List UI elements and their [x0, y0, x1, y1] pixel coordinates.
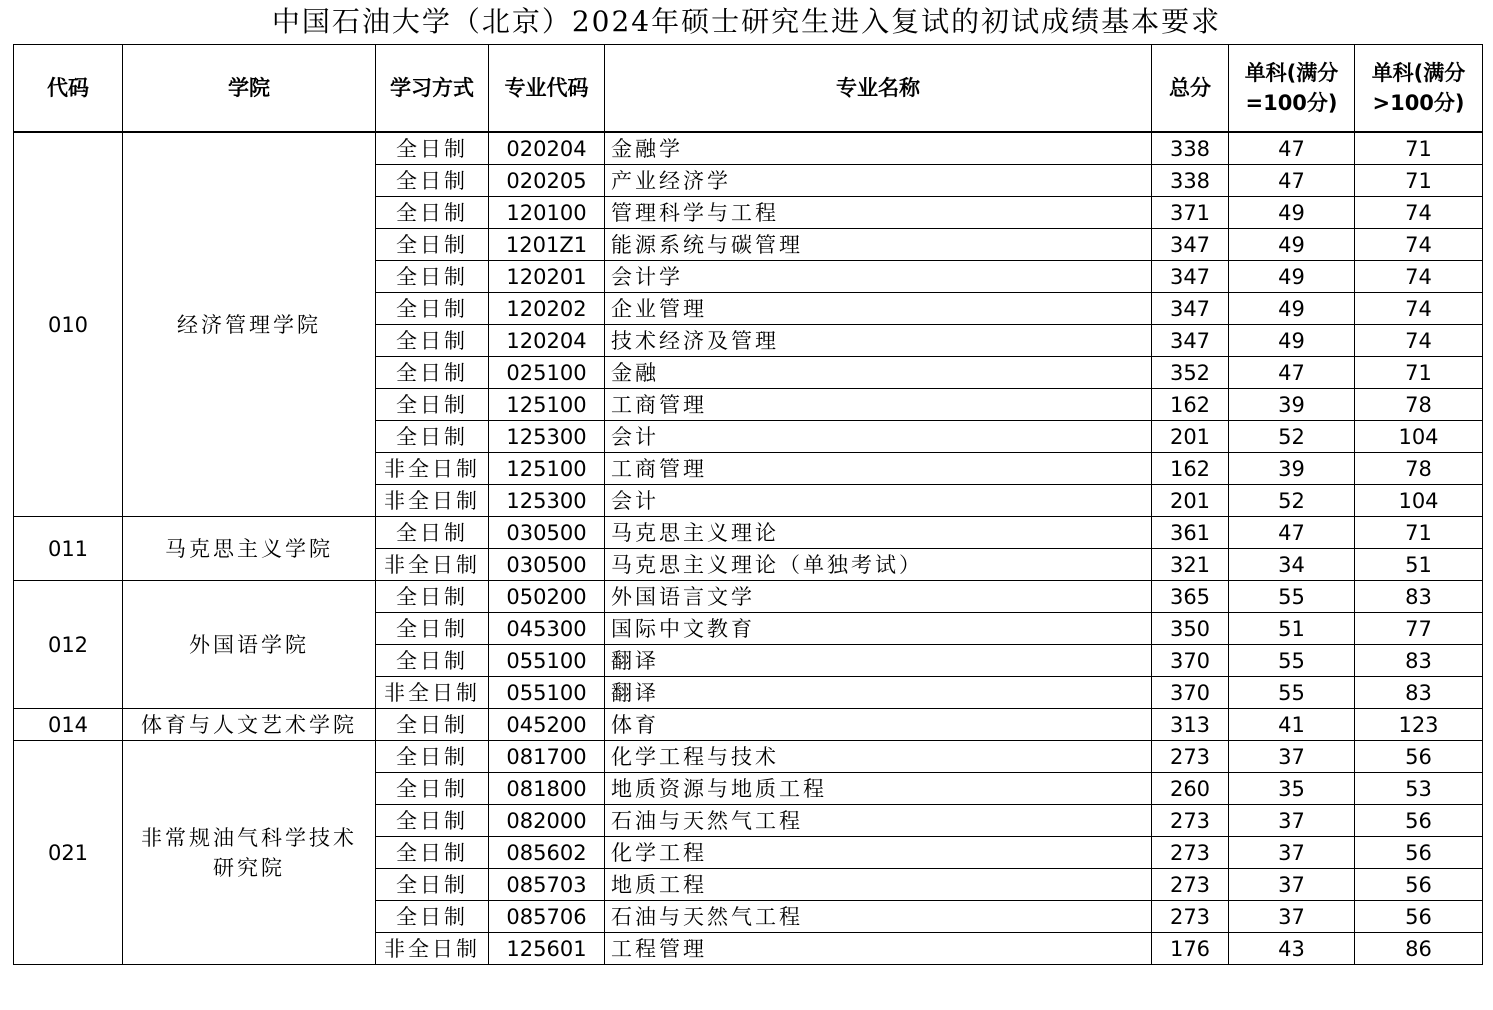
score-table	[13, 44, 1483, 965]
single-over-100-score-cell: 123	[1355, 709, 1483, 741]
total-score-cell: 365	[1152, 581, 1229, 613]
major-name-cell: 产业经济学	[605, 165, 1152, 197]
major-name-cell: 马克思主义理论（单独考试）	[605, 549, 1152, 581]
table-body	[14, 132, 1483, 965]
study-mode-cell: 全日制	[376, 293, 489, 325]
single-over-100-score-cell: 56	[1355, 805, 1483, 837]
single-over-100-score-cell: 78	[1355, 389, 1483, 421]
single-over-100-score-cell: 77	[1355, 613, 1483, 645]
single-100-score-cell: 52	[1229, 421, 1355, 453]
study-mode-cell: 全日制	[376, 229, 489, 261]
study-mode-cell: 全日制	[376, 517, 489, 549]
header-major-name: 专业名称	[605, 45, 1152, 133]
major-code-cell: 120204	[489, 325, 605, 357]
study-mode-cell: 全日制	[376, 132, 489, 165]
single-over-100-score-cell: 56	[1355, 741, 1483, 773]
major-name-cell: 翻译	[605, 645, 1152, 677]
total-score-cell: 347	[1152, 229, 1229, 261]
college-code-cell: 012	[14, 581, 123, 709]
total-score-cell: 273	[1152, 741, 1229, 773]
total-score-cell: 313	[1152, 709, 1229, 741]
single-100-score-cell: 43	[1229, 933, 1355, 965]
table-row	[14, 517, 1483, 549]
major-name-cell: 国际中文教育	[605, 613, 1152, 645]
major-code-cell: 120202	[489, 293, 605, 325]
page-title: 中国石油大学（北京）2024年硕士研究生进入复试的初试成绩基本要求	[271, 5, 1222, 38]
major-name-cell: 工商管理	[605, 453, 1152, 485]
major-code-cell: 085706	[489, 901, 605, 933]
total-score-cell: 347	[1152, 261, 1229, 293]
header-college: 学院	[123, 45, 376, 133]
major-name-cell: 技术经济及管理	[605, 325, 1152, 357]
major-name-cell: 会计	[605, 485, 1152, 517]
single-over-100-score-cell: 56	[1355, 901, 1483, 933]
study-mode-cell: 全日制	[376, 325, 489, 357]
total-score-cell: 338	[1152, 132, 1229, 165]
single-100-score-cell: 37	[1229, 869, 1355, 901]
major-code-cell: 125100	[489, 453, 605, 485]
single-100-score-cell: 47	[1229, 357, 1355, 389]
single-over-100-score-cell: 86	[1355, 933, 1483, 965]
single-over-100-score-cell: 71	[1355, 357, 1483, 389]
total-score-cell: 162	[1152, 389, 1229, 421]
total-score-cell: 361	[1152, 517, 1229, 549]
study-mode-cell: 非全日制	[376, 485, 489, 517]
single-over-100-score-cell: 56	[1355, 869, 1483, 901]
header-single-over-100: 单科(满分>100分)	[1355, 45, 1483, 133]
single-100-score-cell: 49	[1229, 229, 1355, 261]
table-row	[14, 132, 1483, 165]
single-over-100-score-cell: 71	[1355, 165, 1483, 197]
study-mode-cell: 全日制	[376, 773, 489, 805]
study-mode-cell: 全日制	[376, 581, 489, 613]
major-code-cell: 081700	[489, 741, 605, 773]
single-100-score-cell: 52	[1229, 485, 1355, 517]
study-mode-cell: 全日制	[376, 389, 489, 421]
college-name-cell: 非常规油气科学技术研究院	[123, 741, 376, 965]
major-code-cell: 1201Z1	[489, 229, 605, 261]
single-over-100-score-cell: 74	[1355, 261, 1483, 293]
major-name-cell: 管理科学与工程	[605, 197, 1152, 229]
single-over-100-score-cell: 83	[1355, 581, 1483, 613]
major-name-cell: 体育	[605, 709, 1152, 741]
total-score-cell: 273	[1152, 805, 1229, 837]
single-100-score-cell: 49	[1229, 325, 1355, 357]
major-name-cell: 翻译	[605, 677, 1152, 709]
study-mode-cell: 全日制	[376, 613, 489, 645]
single-100-score-cell: 41	[1229, 709, 1355, 741]
study-mode-cell: 全日制	[376, 837, 489, 869]
single-over-100-score-cell: 74	[1355, 325, 1483, 357]
single-over-100-score-cell: 53	[1355, 773, 1483, 805]
major-code-cell: 055100	[489, 677, 605, 709]
college-code-cell: 010	[14, 132, 123, 517]
single-100-score-cell: 47	[1229, 517, 1355, 549]
total-score-cell: 273	[1152, 901, 1229, 933]
major-code-cell: 030500	[489, 549, 605, 581]
study-mode-cell: 全日制	[376, 421, 489, 453]
total-score-cell: 371	[1152, 197, 1229, 229]
study-mode-cell: 全日制	[376, 901, 489, 933]
total-score-cell: 350	[1152, 613, 1229, 645]
total-score-cell: 273	[1152, 837, 1229, 869]
single-100-score-cell: 34	[1229, 549, 1355, 581]
single-over-100-score-cell: 83	[1355, 645, 1483, 677]
major-name-cell: 地质资源与地质工程	[605, 773, 1152, 805]
major-code-cell: 125300	[489, 485, 605, 517]
major-name-cell: 工程管理	[605, 933, 1152, 965]
study-mode-cell: 全日制	[376, 869, 489, 901]
major-code-cell: 085703	[489, 869, 605, 901]
study-mode-cell: 全日制	[376, 165, 489, 197]
single-100-score-cell: 37	[1229, 741, 1355, 773]
table-header	[14, 45, 1483, 133]
study-mode-cell: 全日制	[376, 741, 489, 773]
college-name-cell: 外国语学院	[123, 581, 376, 709]
single-100-score-cell: 37	[1229, 901, 1355, 933]
major-name-cell: 会计学	[605, 261, 1152, 293]
major-code-cell: 055100	[489, 645, 605, 677]
study-mode-cell: 非全日制	[376, 933, 489, 965]
study-mode-cell: 全日制	[376, 709, 489, 741]
table-row	[14, 709, 1483, 741]
study-mode-cell: 全日制	[376, 261, 489, 293]
single-over-100-score-cell: 83	[1355, 677, 1483, 709]
table-row	[14, 581, 1483, 613]
single-100-score-cell: 49	[1229, 293, 1355, 325]
college-name-cell: 经济管理学院	[123, 132, 376, 517]
college-name-cell: 马克思主义学院	[123, 517, 376, 581]
major-name-cell: 马克思主义理论	[605, 517, 1152, 549]
major-code-cell: 081800	[489, 773, 605, 805]
total-score-cell: 201	[1152, 485, 1229, 517]
major-name-cell: 能源系统与碳管理	[605, 229, 1152, 261]
major-name-cell: 金融学	[605, 132, 1152, 165]
major-code-cell: 050200	[489, 581, 605, 613]
total-score-cell: 370	[1152, 645, 1229, 677]
total-score-cell: 352	[1152, 357, 1229, 389]
study-mode-cell: 全日制	[376, 197, 489, 229]
major-name-cell: 石油与天然气工程	[605, 805, 1152, 837]
major-code-cell: 120100	[489, 197, 605, 229]
header-major-code: 专业代码	[489, 45, 605, 133]
single-over-100-score-cell: 104	[1355, 485, 1483, 517]
single-100-score-cell: 51	[1229, 613, 1355, 645]
major-name-cell: 会计	[605, 421, 1152, 453]
major-code-cell: 125601	[489, 933, 605, 965]
major-code-cell: 082000	[489, 805, 605, 837]
table-row	[14, 741, 1483, 773]
major-name-cell: 化学工程	[605, 837, 1152, 869]
single-over-100-score-cell: 74	[1355, 293, 1483, 325]
major-code-cell: 025100	[489, 357, 605, 389]
total-score-cell: 347	[1152, 325, 1229, 357]
single-over-100-score-cell: 71	[1355, 517, 1483, 549]
total-score-cell: 260	[1152, 773, 1229, 805]
single-100-score-cell: 55	[1229, 677, 1355, 709]
major-code-cell: 020205	[489, 165, 605, 197]
total-score-cell: 273	[1152, 869, 1229, 901]
major-code-cell: 120201	[489, 261, 605, 293]
major-code-cell: 125100	[489, 389, 605, 421]
single-over-100-score-cell: 104	[1355, 421, 1483, 453]
total-score-cell: 176	[1152, 933, 1229, 965]
header-single-100: 单科(满分=100分)	[1229, 45, 1355, 133]
major-name-cell: 石油与天然气工程	[605, 901, 1152, 933]
single-100-score-cell: 49	[1229, 197, 1355, 229]
study-mode-cell: 非全日制	[376, 677, 489, 709]
total-score-cell: 162	[1152, 453, 1229, 485]
total-score-cell: 321	[1152, 549, 1229, 581]
major-name-cell: 地质工程	[605, 869, 1152, 901]
single-over-100-score-cell: 71	[1355, 132, 1483, 165]
single-100-score-cell: 35	[1229, 773, 1355, 805]
college-code-cell: 021	[14, 741, 123, 965]
single-over-100-score-cell: 51	[1355, 549, 1483, 581]
single-100-score-cell: 47	[1229, 165, 1355, 197]
major-code-cell: 045300	[489, 613, 605, 645]
major-code-cell: 020204	[489, 132, 605, 165]
major-name-cell: 金融	[605, 357, 1152, 389]
single-100-score-cell: 39	[1229, 389, 1355, 421]
major-code-cell: 085602	[489, 837, 605, 869]
single-over-100-score-cell: 74	[1355, 197, 1483, 229]
college-code-cell: 011	[14, 517, 123, 581]
major-code-cell: 125300	[489, 421, 605, 453]
major-name-cell: 企业管理	[605, 293, 1152, 325]
major-code-cell: 030500	[489, 517, 605, 549]
single-100-score-cell: 47	[1229, 132, 1355, 165]
total-score-cell: 201	[1152, 421, 1229, 453]
total-score-cell: 347	[1152, 293, 1229, 325]
header-code: 代码	[14, 45, 123, 133]
single-over-100-score-cell: 56	[1355, 837, 1483, 869]
study-mode-cell: 非全日制	[376, 453, 489, 485]
single-100-score-cell: 39	[1229, 453, 1355, 485]
study-mode-cell: 非全日制	[376, 549, 489, 581]
single-100-score-cell: 49	[1229, 261, 1355, 293]
major-name-cell: 工商管理	[605, 389, 1152, 421]
college-name-cell: 体育与人文艺术学院	[123, 709, 376, 741]
study-mode-cell: 全日制	[376, 357, 489, 389]
single-100-score-cell: 55	[1229, 581, 1355, 613]
single-100-score-cell: 37	[1229, 837, 1355, 869]
major-name-cell: 化学工程与技术	[605, 741, 1152, 773]
total-score-cell: 370	[1152, 677, 1229, 709]
header-total: 总分	[1152, 45, 1229, 133]
major-name-cell: 外国语言文学	[605, 581, 1152, 613]
single-100-score-cell: 37	[1229, 805, 1355, 837]
single-over-100-score-cell: 74	[1355, 229, 1483, 261]
single-100-score-cell: 55	[1229, 645, 1355, 677]
single-over-100-score-cell: 78	[1355, 453, 1483, 485]
major-code-cell: 045200	[489, 709, 605, 741]
college-code-cell: 014	[14, 709, 123, 741]
header-study-mode: 学习方式	[376, 45, 489, 133]
study-mode-cell: 全日制	[376, 805, 489, 837]
study-mode-cell: 全日制	[376, 645, 489, 677]
total-score-cell: 338	[1152, 165, 1229, 197]
